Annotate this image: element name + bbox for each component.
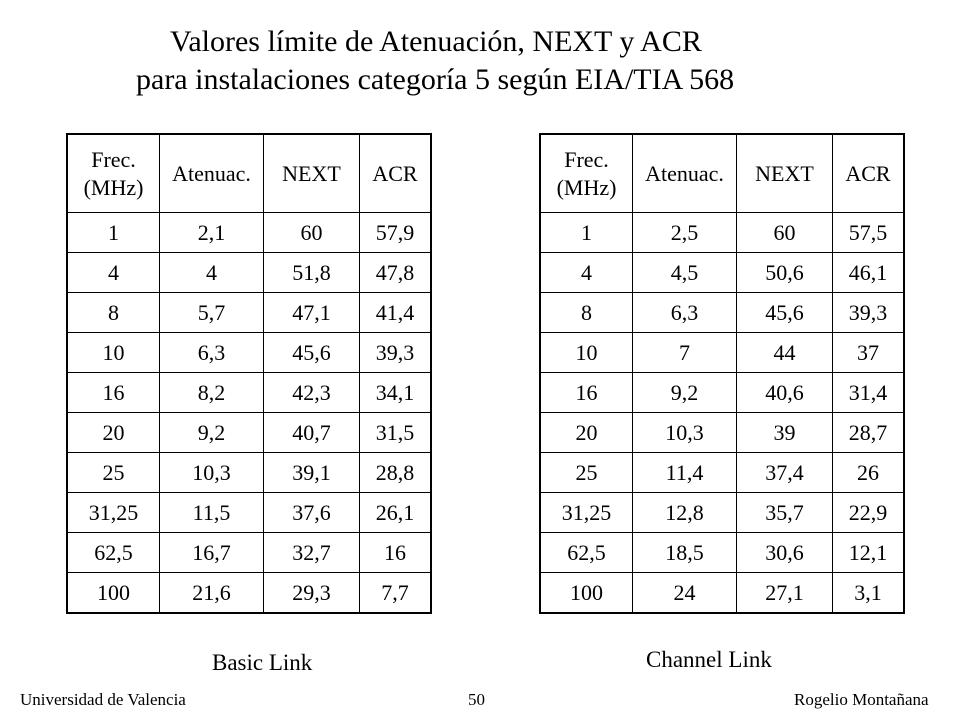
cell-attenuation: 6,3 bbox=[160, 333, 264, 373]
cell-attenuation: 11,4 bbox=[633, 453, 737, 493]
cell-freq: 31,25 bbox=[540, 493, 633, 533]
cell-next: 39 bbox=[737, 413, 833, 453]
cell-attenuation: 21,6 bbox=[160, 573, 264, 614]
table-row bbox=[540, 493, 904, 533]
slide-title-line-2: para instalaciones categoría 5 según EIA/TIA 568 bbox=[136, 63, 735, 96]
column-header-acr: ACR bbox=[833, 134, 905, 213]
cell-acr: 7,7 bbox=[360, 573, 432, 614]
cell-freq: 100 bbox=[540, 573, 633, 614]
cell-attenuation: 12,8 bbox=[633, 493, 737, 533]
cell-next: 60 bbox=[264, 213, 360, 253]
header-row bbox=[540, 134, 904, 213]
table-row bbox=[540, 373, 904, 413]
cell-attenuation: 2,5 bbox=[633, 213, 737, 253]
cell-acr: 28,7 bbox=[833, 413, 905, 453]
cell-next: 45,6 bbox=[737, 293, 833, 333]
basic-link-caption: Basic Link bbox=[212, 650, 313, 675]
cell-next: 47,1 bbox=[264, 293, 360, 333]
cell-next: 35,7 bbox=[737, 493, 833, 533]
cell-acr: 41,4 bbox=[360, 293, 432, 333]
cell-acr: 37 bbox=[833, 333, 905, 373]
table-row bbox=[540, 293, 904, 333]
header-row bbox=[67, 134, 431, 213]
table-row bbox=[67, 373, 431, 413]
cell-acr: 34,1 bbox=[360, 373, 432, 413]
table-row bbox=[67, 293, 431, 333]
cell-freq: 20 bbox=[67, 413, 160, 453]
cell-next: 42,3 bbox=[264, 373, 360, 413]
cell-next: 37,6 bbox=[264, 493, 360, 533]
cell-acr: 47,8 bbox=[360, 253, 432, 293]
cell-freq: 8 bbox=[540, 293, 633, 333]
cell-next: 40,6 bbox=[737, 373, 833, 413]
cell-freq: 16 bbox=[540, 373, 633, 413]
basic-link-table bbox=[66, 133, 432, 614]
cell-attenuation: 8,2 bbox=[160, 373, 264, 413]
cell-attenuation: 2,1 bbox=[160, 213, 264, 253]
table-row bbox=[540, 453, 904, 493]
table-row bbox=[67, 413, 431, 453]
cell-attenuation: 9,2 bbox=[633, 373, 737, 413]
cell-acr: 31,4 bbox=[833, 373, 905, 413]
table-row bbox=[540, 573, 904, 614]
column-header-acr: ACR bbox=[360, 134, 432, 213]
cell-attenuation: 9,2 bbox=[160, 413, 264, 453]
cell-freq: 4 bbox=[540, 253, 633, 293]
column-header-freq: Frec. (MHz) bbox=[540, 134, 633, 213]
cell-next: 50,6 bbox=[737, 253, 833, 293]
cell-freq: 1 bbox=[540, 213, 633, 253]
cell-next: 27,1 bbox=[737, 573, 833, 614]
cell-freq: 25 bbox=[67, 453, 160, 493]
cell-attenuation: 4,5 bbox=[633, 253, 737, 293]
cell-acr: 57,9 bbox=[360, 213, 432, 253]
cell-next: 45,6 bbox=[264, 333, 360, 373]
cell-freq: 8 bbox=[67, 293, 160, 333]
cell-acr: 3,1 bbox=[833, 573, 905, 614]
channel-link-table bbox=[539, 133, 905, 614]
cell-acr: 16 bbox=[360, 533, 432, 573]
cell-freq: 62,5 bbox=[67, 533, 160, 573]
table-row bbox=[67, 533, 431, 573]
cell-next: 37,4 bbox=[737, 453, 833, 493]
table-row bbox=[67, 333, 431, 373]
cell-next: 30,6 bbox=[737, 533, 833, 573]
cell-attenuation: 16,7 bbox=[160, 533, 264, 573]
cell-attenuation: 5,7 bbox=[160, 293, 264, 333]
cell-next: 32,7 bbox=[264, 533, 360, 573]
slide-title-line-1: Valores límite de Atenuación, NEXT y ACR bbox=[170, 25, 702, 58]
cell-acr: 26,1 bbox=[360, 493, 432, 533]
cell-acr: 26 bbox=[833, 453, 905, 493]
cell-acr: 22,9 bbox=[833, 493, 905, 533]
cell-next: 40,7 bbox=[264, 413, 360, 453]
cell-freq: 1 bbox=[67, 213, 160, 253]
cell-acr: 28,8 bbox=[360, 453, 432, 493]
cell-acr: 57,5 bbox=[833, 213, 905, 253]
column-header-attenuation: Atenuac. bbox=[160, 134, 264, 213]
column-header-freq: Frec. (MHz) bbox=[67, 134, 160, 213]
cell-acr: 12,1 bbox=[833, 533, 905, 573]
cell-freq: 16 bbox=[67, 373, 160, 413]
cell-freq: 10 bbox=[540, 333, 633, 373]
cell-attenuation: 7 bbox=[633, 333, 737, 373]
table-row bbox=[540, 213, 904, 253]
column-header-next: NEXT bbox=[264, 134, 360, 213]
cell-freq: 25 bbox=[540, 453, 633, 493]
cell-freq: 100 bbox=[67, 573, 160, 614]
column-header-attenuation: Atenuac. bbox=[633, 134, 737, 213]
table-row bbox=[540, 413, 904, 453]
cell-freq: 10 bbox=[67, 333, 160, 373]
cell-acr: 39,3 bbox=[833, 293, 905, 333]
cell-attenuation: 4 bbox=[160, 253, 264, 293]
cell-attenuation: 18,5 bbox=[633, 533, 737, 573]
footer-author: Rogelio Montañana bbox=[794, 690, 929, 709]
cell-freq: 20 bbox=[540, 413, 633, 453]
cell-acr: 46,1 bbox=[833, 253, 905, 293]
table-row bbox=[67, 493, 431, 533]
cell-attenuation: 10,3 bbox=[160, 453, 264, 493]
footer-institution: Universidad de Valencia bbox=[20, 690, 186, 709]
table-row bbox=[540, 333, 904, 373]
column-header-next: NEXT bbox=[737, 134, 833, 213]
cell-next: 44 bbox=[737, 333, 833, 373]
cell-attenuation: 6,3 bbox=[633, 293, 737, 333]
cell-next: 51,8 bbox=[264, 253, 360, 293]
footer-page-number: 50 bbox=[468, 690, 485, 709]
table-row bbox=[67, 573, 431, 614]
table-row bbox=[67, 213, 431, 253]
cell-next: 39,1 bbox=[264, 453, 360, 493]
cell-attenuation: 24 bbox=[633, 573, 737, 614]
cell-acr: 31,5 bbox=[360, 413, 432, 453]
cell-acr: 39,3 bbox=[360, 333, 432, 373]
cell-freq: 4 bbox=[67, 253, 160, 293]
table-row bbox=[540, 533, 904, 573]
table-row bbox=[540, 253, 904, 293]
cell-next: 60 bbox=[737, 213, 833, 253]
table-row bbox=[67, 453, 431, 493]
cell-freq: 31,25 bbox=[67, 493, 160, 533]
cell-freq: 62,5 bbox=[540, 533, 633, 573]
channel-link-caption: Channel Link bbox=[646, 647, 772, 672]
cell-next: 29,3 bbox=[264, 573, 360, 614]
cell-attenuation: 10,3 bbox=[633, 413, 737, 453]
table-row bbox=[67, 253, 431, 293]
cell-attenuation: 11,5 bbox=[160, 493, 264, 533]
